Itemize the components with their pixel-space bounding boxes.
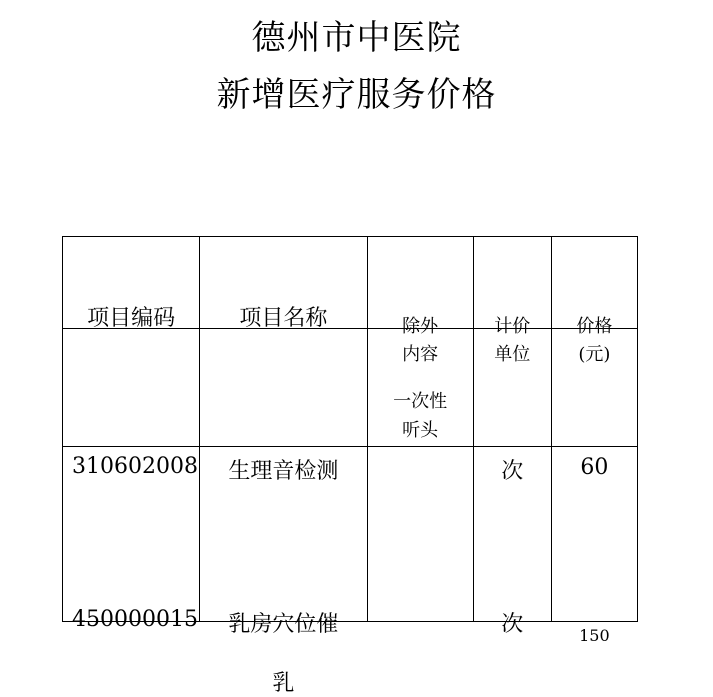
item-exclusions-line1: 一次性 <box>393 390 448 412</box>
header-exclusions-line1: 除外 <box>402 315 439 337</box>
header-unit-line2: 单位 <box>494 343 531 365</box>
header-cell-price <box>551 237 637 365</box>
cell-name <box>200 329 367 484</box>
table-header-row <box>63 237 638 329</box>
item-price: 60 <box>580 454 609 480</box>
item-code: 450000015 <box>72 607 198 632</box>
header-cell-code <box>63 237 200 329</box>
item-exclusions-line2: 听头 <box>402 419 439 441</box>
header-code-label: 项目编码 <box>87 305 176 331</box>
header-price-line1: 价格 <box>576 315 613 337</box>
item-code: 310602008 <box>72 453 198 479</box>
price-table <box>62 236 638 696</box>
header-cell-exclusions <box>367 237 473 365</box>
header-name-label: 项目名称 <box>239 305 328 331</box>
item-name-line1: 乳房穴位催 <box>228 612 339 637</box>
header-cell-unit <box>473 237 551 365</box>
header-unit-line1: 计价 <box>494 315 531 337</box>
cell-exclusions <box>367 447 473 622</box>
header-price-line2: (元) <box>578 343 611 365</box>
header-cell-name <box>200 237 367 329</box>
document-subtitle: 新增医疗服务价格 <box>216 75 497 115</box>
item-price: 150 <box>579 626 610 645</box>
item-unit: 次 <box>501 458 524 484</box>
header-exclusions-line2: 内容 <box>402 343 439 365</box>
cell-code <box>63 329 200 479</box>
item-name-line2: 乳 <box>272 671 295 696</box>
item-name: 生理音检测 <box>228 458 339 484</box>
document-title: 德州市中医院 <box>251 18 462 58</box>
item-unit: 次 <box>501 612 524 637</box>
